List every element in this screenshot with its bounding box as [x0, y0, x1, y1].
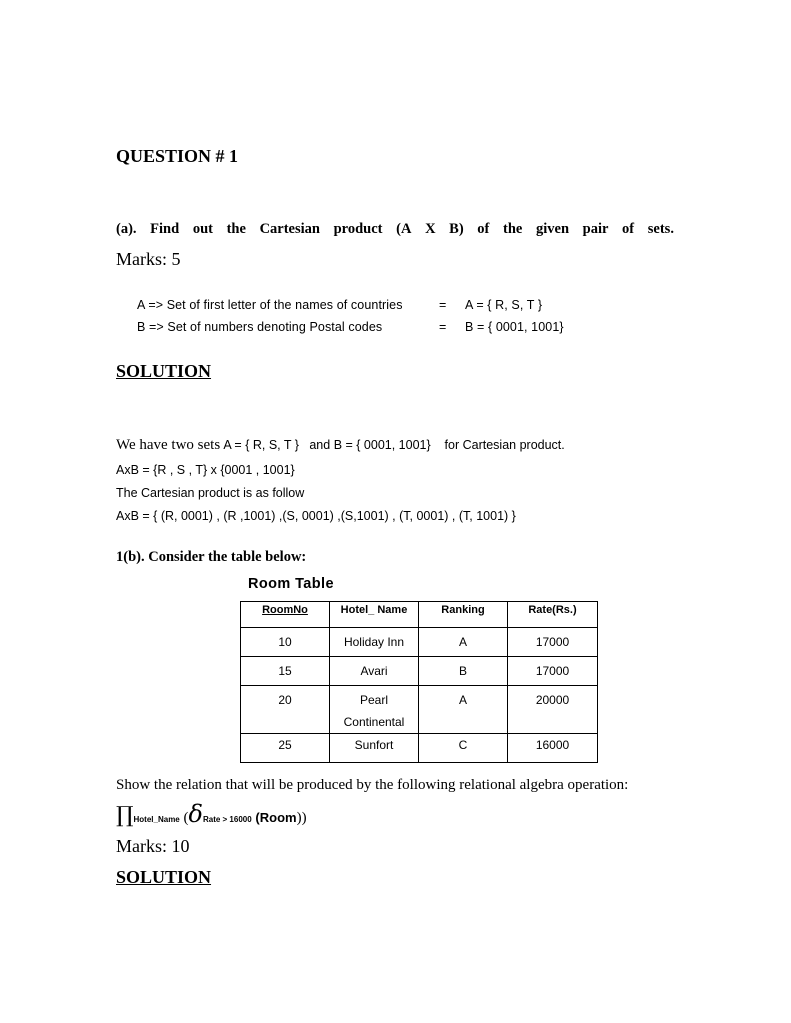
solution-line: AxB = { (R, 0001) , (R ,1001) ,(S, 0001) ,(S,1001) , (T, 0001) , (T, 1001) }	[116, 509, 516, 523]
column-header-roomno: RoomNo	[241, 602, 330, 628]
part-a-word: Cartesian	[259, 221, 320, 237]
column-header-hotel-name: Hotel_ Name	[330, 602, 419, 628]
definition-row-b	[137, 320, 564, 334]
selection-symbol: δ	[188, 800, 203, 828]
solution-line: The Cartesian product is as follow	[116, 486, 305, 500]
part-a-marks: Marks: 5	[116, 249, 181, 269]
relation-name: (Room	[255, 810, 297, 825]
definition-equals: =	[439, 320, 447, 334]
cell-roomno: 10	[241, 628, 330, 657]
definition-equals: =	[439, 298, 447, 312]
selection-subscript: Rate > 16000	[202, 815, 252, 824]
cell-hotel-name: Sunfort	[330, 734, 419, 763]
cell-hotel-name: Holiday Inn	[330, 628, 419, 657]
table-row	[241, 686, 598, 734]
part-a-word: sets.	[647, 221, 674, 237]
close-parens: ))	[296, 810, 307, 826]
definition-label: B => Set of numbers denoting Postal codes	[137, 320, 383, 334]
cell-ranking: A	[419, 628, 508, 657]
solution-heading: SOLUTION	[116, 361, 212, 381]
cell-ranking: C	[419, 734, 508, 763]
part-a-word: product	[333, 221, 383, 237]
cell-hotel-name: Avari	[330, 657, 419, 686]
table-header-row	[241, 602, 598, 628]
part-a-word: B)	[449, 221, 464, 237]
cell-ranking: B	[419, 657, 508, 686]
part-a-word: of	[477, 221, 490, 237]
projection-subscript: Hotel_Name	[133, 815, 180, 824]
definition-value: A = { R, S, T }	[465, 298, 543, 312]
cell-roomno: 20	[241, 686, 330, 734]
cell-hotel-name: Pearl Continental	[330, 686, 419, 734]
table-row	[241, 657, 598, 686]
column-header-rate: Rate(Rs.)	[508, 602, 598, 628]
solution-line: AxB = {R , S , T} x {0001 , 1001}	[116, 463, 295, 477]
part-a-word: the	[503, 221, 523, 237]
part-a-word: of	[622, 221, 635, 237]
part-a-word: X	[425, 221, 436, 237]
part-b-question: 1(b). Consider the table below:	[116, 549, 307, 565]
part-a-word: pair	[582, 221, 609, 237]
column-header-ranking: Ranking	[419, 602, 508, 628]
part-a-word: Find	[150, 221, 180, 237]
cell-roomno: 15	[241, 657, 330, 686]
table-title: Room Table	[248, 576, 334, 592]
cell-rate: 17000	[508, 628, 598, 657]
cell-rate: 17000	[508, 657, 598, 686]
projection-symbol: ∏	[116, 803, 134, 828]
show-relation-text: Show the relation that will be produced by the following relational algebra operation:	[116, 777, 629, 793]
solution-heading-2: SOLUTION	[116, 867, 212, 887]
cell-rate: 20000	[508, 686, 598, 734]
part-a-word: (A	[396, 221, 412, 237]
relational-algebra-expression	[116, 800, 307, 828]
solution-intro-serif: We have two sets	[116, 437, 221, 453]
definition-label: A => Set of first letter of the names of countries	[137, 298, 403, 312]
part-a-question	[116, 221, 674, 238]
part-a-word: (a).	[116, 221, 137, 237]
cell-rate: 16000	[508, 734, 598, 763]
question-title: QUESTION # 1	[116, 146, 239, 166]
table-row	[241, 628, 598, 657]
part-a-word: given	[535, 221, 570, 237]
definition-row-a	[137, 298, 543, 312]
cell-roomno: 25	[241, 734, 330, 763]
solution-intro	[116, 437, 565, 454]
definition-value: B = { 0001, 1001}	[465, 320, 564, 334]
open-paren: (	[183, 810, 189, 826]
table-row	[241, 734, 598, 763]
part-a-word: out	[192, 221, 213, 237]
room-table	[240, 601, 598, 763]
solution-intro-sets: A = { R, S, T } and B = { 0001, 1001} for Cartesian product.	[223, 438, 565, 452]
part-b-marks: Marks: 10	[116, 836, 190, 856]
part-a-word: the	[226, 221, 246, 237]
cell-ranking: A	[419, 686, 508, 734]
